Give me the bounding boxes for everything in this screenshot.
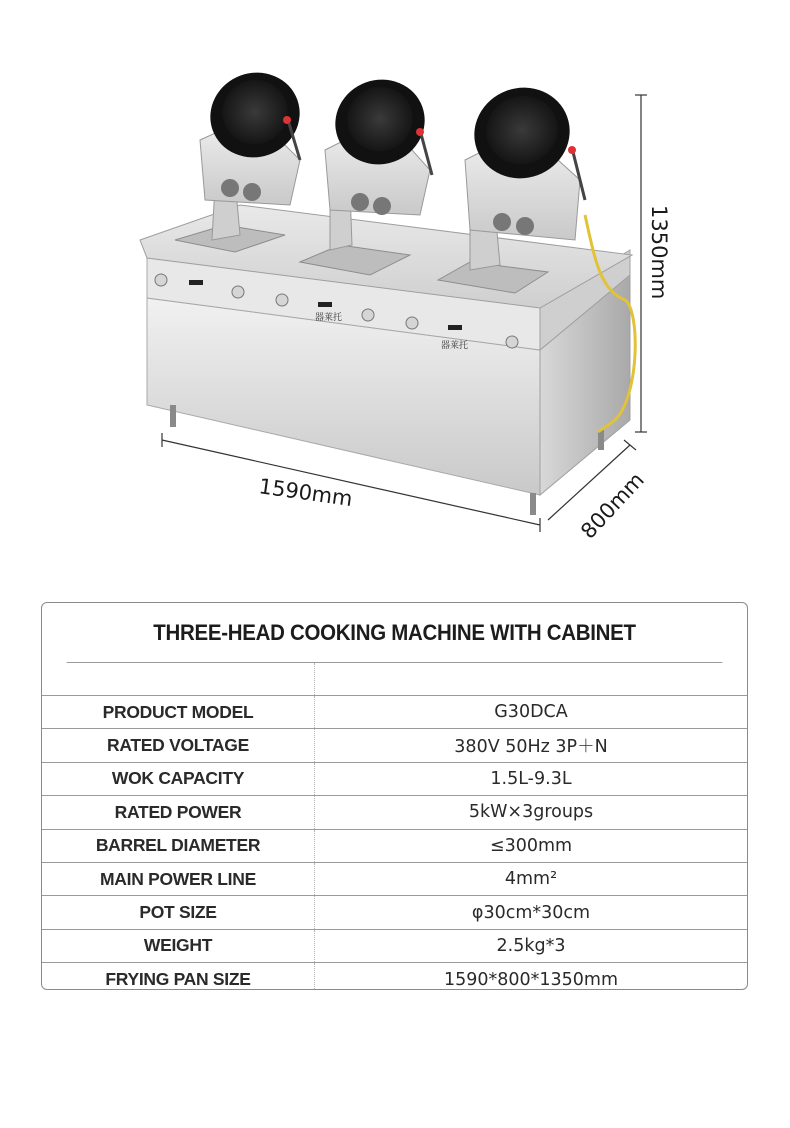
spec-label: FRYING PAN SIZE xyxy=(42,963,315,990)
table-row xyxy=(42,963,747,990)
brand-badge-1: 器莱托 xyxy=(315,313,343,323)
spec-label: MAIN POWER LINE xyxy=(42,863,315,895)
spec-label: RATED VOLTAGE xyxy=(42,729,315,761)
blank-cell xyxy=(315,663,747,695)
table-row xyxy=(42,830,747,863)
depth-dimension: 800mm xyxy=(576,467,649,544)
table-row xyxy=(42,729,747,762)
spec-value: 1590*800*1350mm xyxy=(443,969,619,990)
spec-value: 1.5L-9.3L xyxy=(490,768,572,789)
table-body xyxy=(42,696,747,990)
spec-value: ≤300mm xyxy=(489,835,573,856)
spec-label: WOK CAPACITY xyxy=(42,763,315,795)
table-row xyxy=(42,796,747,829)
width-dimension: 1590mm xyxy=(257,474,355,512)
brand-badge-2: 器莱托 xyxy=(441,341,469,351)
table-row xyxy=(42,930,747,963)
table-blank-row xyxy=(42,663,747,696)
spec-value: 2.5kg*3 xyxy=(496,935,566,956)
height-dimension: 1350mm xyxy=(647,205,671,300)
spec-value: 5kW×3groups xyxy=(468,802,594,823)
table-title: THREE-HEAD COOKING MACHINE WITH CABINET xyxy=(67,603,723,663)
spec-label: WEIGHT xyxy=(42,930,315,962)
table-row xyxy=(42,863,747,896)
spec-value: 380V 50Hz 3P＋N xyxy=(454,737,608,758)
spec-value: 4mm² xyxy=(504,869,558,890)
spec-value: φ30cm*30cm xyxy=(471,902,591,923)
spec-label: PRODUCT MODEL xyxy=(42,696,315,728)
spec-table xyxy=(41,602,748,990)
spec-label: POT SIZE xyxy=(42,896,315,928)
table-row xyxy=(42,763,747,796)
spec-label: BARREL DIAMETER xyxy=(42,830,315,862)
spec-value: G30DCA xyxy=(494,702,568,723)
table-row xyxy=(42,896,747,929)
blank-cell xyxy=(42,663,315,695)
spec-label: RATED POWER xyxy=(42,796,315,828)
table-row xyxy=(42,696,747,729)
